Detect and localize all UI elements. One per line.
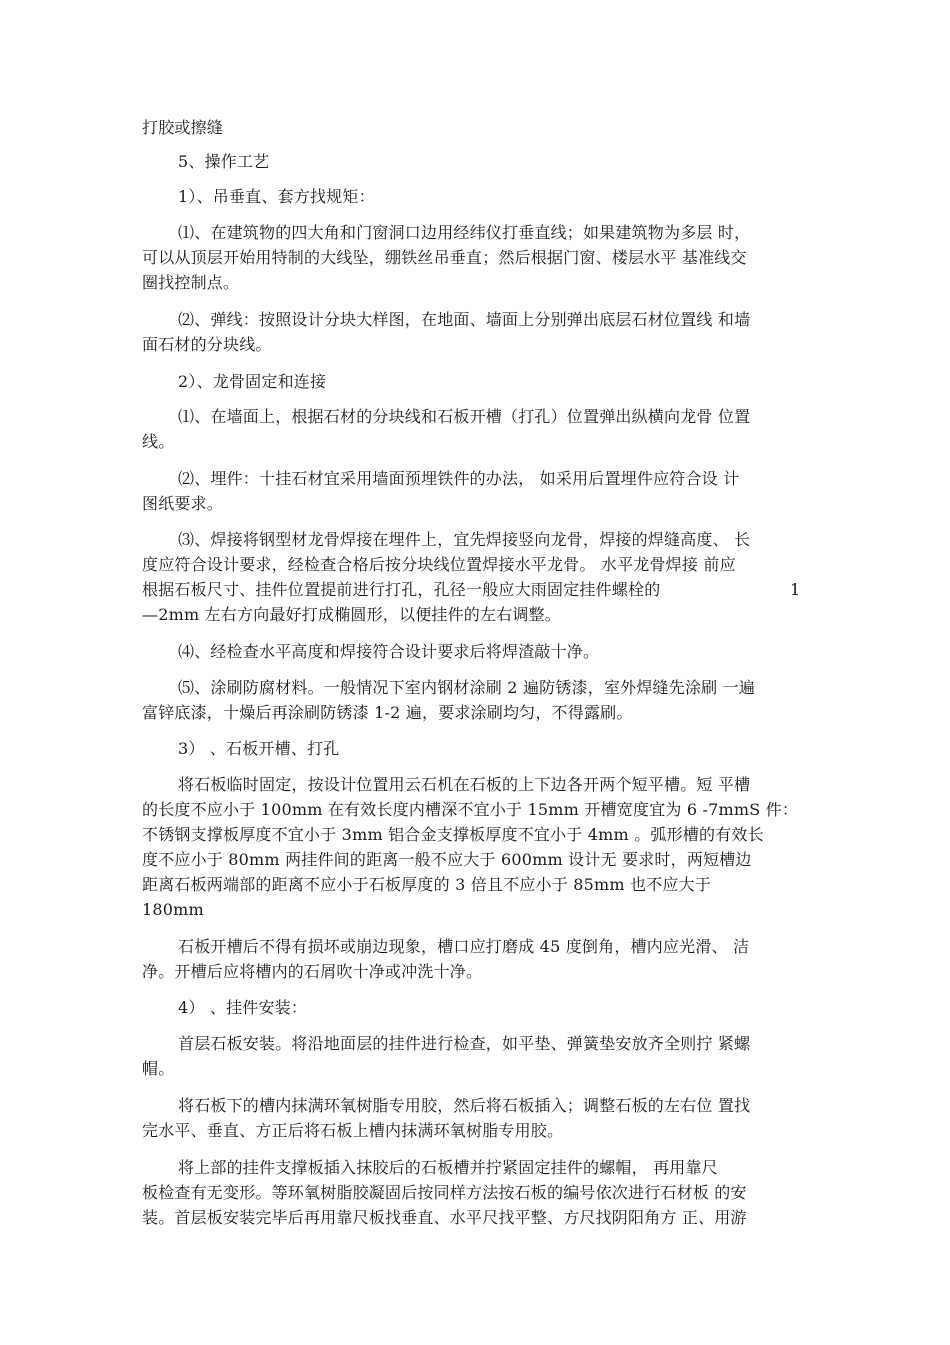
text-line: 距离石板两端部的距离不应小于石板厚度的 3 倍且不应小于 85mm 也不应大于 [142, 875, 712, 894]
text-line: ⑷、经检查水平高度和焊接符合设计要求后将焊渣敲十净。 [178, 642, 600, 661]
text-line: 线。 [142, 432, 175, 451]
text-line: ⑸、涂刷防腐材料。一般情况下室内钢材涂刷 2 遍防锈漆，室外焊缝先涂刷 一遍 [178, 678, 756, 697]
text-line: 的长度不应小于 100mm 在有效长度内槽深不宜小于 15mm 开槽宽度宜为 6 -7mmS 件： [142, 800, 799, 819]
section-heading: 5、操作工艺 [178, 152, 270, 171]
text-line: 圈找控制点。 [142, 273, 240, 292]
text-line: —2mm 左右方向最好打成椭圆形，以便挂件的左右调整。 [142, 605, 562, 624]
text-line: 180mm [142, 900, 204, 919]
text-line: ⑴、在建筑物的四大角和门窗洞口边用经纬仪打垂直线；如果建筑物为多层 时， [178, 223, 751, 242]
text-line: 富锌底漆，十燥后再涂刷防锈漆 1-2 遍，要求涂刷均匀，不得露刷。 [142, 703, 633, 722]
text-line: 不锈钢支撑板厚度不宜小于 3mm 铝合金支撑板厚度不宜小于 4mm 。弧形槽的有效长 [142, 825, 764, 844]
text-line: ⑶、焊接将钢型材龙骨焊接在埋件上，宜先焊接竖向龙骨，焊接的焊缝高度、 长 [178, 530, 751, 549]
text-line: 石板开槽后不得有损坏或崩边现象，槽口应打磨成 45 度倒角，槽内应光滑、 洁 [178, 937, 750, 956]
text-line: ⑵、弹线：按照设计分块大样图，在地面、墙面上分别弹出底层石材位置线 和墙 [178, 310, 751, 329]
text-line: 板检查有无变形。等环氧树脂胶凝固后按同样方法按石板的编号依次进行石材板 的安 [142, 1183, 747, 1202]
text-line: 将石板临时固定，按设计位置用云石机在石板的上下边各开两个短平槽。短 平槽 [178, 775, 751, 794]
text-line: 净。开槽后应将槽内的石屑吹十净或冲洗十净。 [142, 962, 483, 981]
text-line: 将石板下的槽内抹满环氧树脂专用胶，然后将石板插入；调整石板的左右位 置找 [178, 1096, 751, 1115]
subsection-heading: 1）、吊垂直、套方找规矩： [178, 187, 375, 206]
text-line: 根据石板尺寸、挂件位置提前进行打孔，孔径一般应大雨固定挂件螺栓的 [142, 580, 661, 599]
text-line: 度不应小于 80mm 两挂件间的距离一般不应大于 600mm 设计无 要求时，两短槽边 [142, 850, 752, 869]
subsection-heading: 3） 、石板开槽、打孔 [178, 739, 340, 758]
text-line: ⑴、在墙面上，根据石材的分块线和石板开槽（打孔）位置弹出纵横向龙骨 位置 [178, 407, 751, 426]
subsection-heading: 2）、龙骨固定和连接 [178, 372, 327, 391]
text-line: 打胶或擦缝 [142, 118, 224, 137]
subsection-heading: 4） 、挂件安装： [178, 998, 308, 1017]
text-line-tail: 1 [790, 580, 801, 599]
text-line: 面石材的分块线。 [142, 335, 272, 354]
text-line: ⑵、埋件：十挂石材宜采用墙面预埋铁件的办法， 如采用后置埋件应符合设 计 [178, 469, 740, 488]
text-line: 首层石板安装。将沿地面层的挂件进行检查，如平垫、弹簧垫安放齐全则拧 紧螺 [178, 1034, 751, 1053]
text-line: 完水平、垂直、方正后将石板上槽内抹满环氧树脂专用胶。 [142, 1121, 564, 1140]
text-line: 帽。 [142, 1059, 175, 1078]
text-line: 将上部的挂件支撑板插入抹胶后的石板槽并拧紧固定挂件的螺帽， 再用靠尺 [178, 1158, 718, 1177]
text-line: 装。首层板安装完毕后再用靠尺板找垂直、水平尺找平整、方尺找阴阳角方 正、用游 [142, 1208, 747, 1227]
text-line: 可以从顶层开始用特制的大线坠，绷铁丝吊垂直；然后根据门窗、楼层水平 基准线交 [142, 248, 747, 267]
text-line: 图纸要求。 [142, 494, 224, 513]
text-line: 度应符合设计要求，经检查合格后按分块线位置焊接水平龙骨。 水平龙骨焊接 前应 [142, 555, 736, 574]
